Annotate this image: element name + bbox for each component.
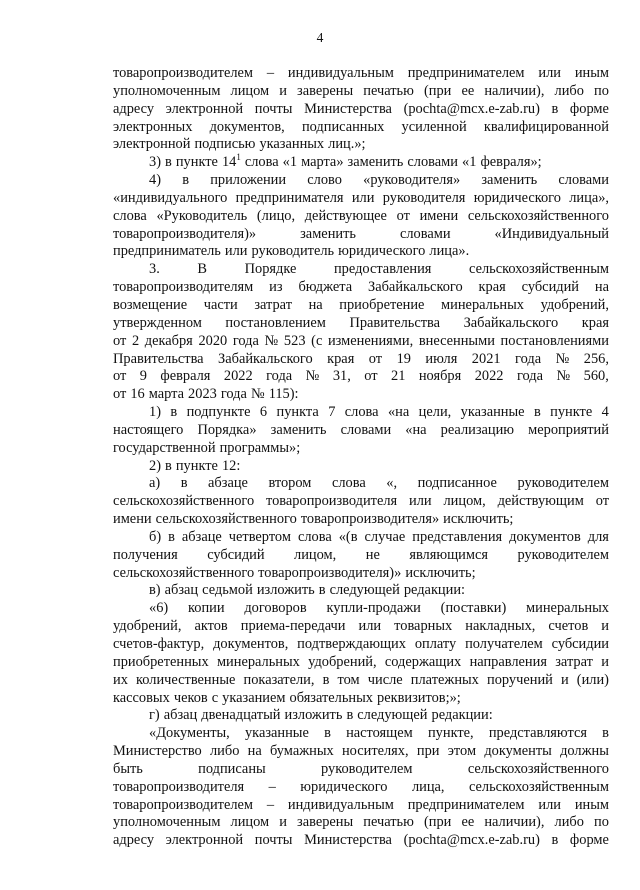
text-line: уполномоченным лицом и заверены печатью (при ее наличии), либо по — [113, 82, 609, 99]
text-line: а) в абзаце втором слова «, подписанное руководителем — [149, 475, 609, 492]
text-line: Министерство либо на бумажных носителях, при этом документы должны — [113, 743, 609, 760]
text-line: адресу электронной почты Министерства (pochta@mcx.e-zab.ru) в форме — [113, 832, 609, 849]
text-line: товаропроизводителям из бюджета Забайкальского края субсидий на — [113, 279, 609, 296]
text-line: имени сельскохозяйственного товаропроизводителя» исключить; — [113, 511, 514, 528]
text-line: от 9 февраля 2022 года № 31, от 21 ноября 2022 года № 560, — [113, 368, 609, 385]
text-line: от 2 декабря 2020 года № 523 (с изменениями, внесенными постановлениями — [113, 332, 609, 349]
text-line: сельскохозяйственного товаропроизводителя)» исключить; — [113, 564, 476, 581]
text-line: 1) в подпункте 6 пункта 7 слова «на цели, указанные в пункте 4 — [149, 404, 609, 421]
text-line: 4) в приложении слово «руководителя» заменить словами — [149, 172, 609, 189]
text-line: «Документы, указанные в настоящем пункте, представляются в — [149, 725, 609, 742]
text-line: «6) копии договоров купли-продажи (поставки) минеральных — [149, 600, 609, 617]
page-number: 4 — [316, 30, 324, 45]
text-line: 2) в пункте 12: — [149, 457, 241, 474]
text-line: уполномоченным лицом и заверены печатью (при ее наличии), либо по — [113, 814, 609, 831]
text-line: слова «Руководитель (лицо, действующее от имени сельскохозяйственного — [113, 207, 609, 224]
text-line: получения субсидий лицом, не являющимся руководителем — [113, 546, 609, 563]
text-line: кассовых чеков с указанием обязательных реквизитов;»; — [113, 689, 461, 706]
text-line: в) абзац седьмой изложить в следующей редакции: — [149, 582, 466, 599]
text-line: товаропроизводителя)» заменить словами «Индивидуальный — [113, 225, 609, 242]
text-line: возмещение части затрат на приобретение минеральных удобрений, — [113, 296, 609, 313]
text-line: удобрений, актов приема-передачи или товарных накладных, счетов и — [113, 618, 609, 635]
text-line: электронной подписью указанных лиц.»; — [113, 136, 366, 153]
text-line: электронных документов, подписанных усиленной квалифицированной — [113, 118, 609, 135]
text-line: от 16 марта 2023 года № 115): — [113, 386, 299, 403]
text-line: 3) в пункте $14^1$ слова «1 марта» заменить словами «1 февраля»; — [149, 152, 542, 171]
text-line: г) абзац двенадцатый изложить в следующей редакции: — [149, 707, 493, 724]
text-line: настоящего Порядка» заменить словами «на реализацию мероприятий — [113, 421, 609, 438]
text-line: «индивидуального предпринимателя или руководителя юридического лица», — [113, 189, 609, 206]
text-line: сельскохозяйственного товаропроизводителя или лицом, действующим от — [113, 493, 609, 510]
text-line: утвержденном постановлением Правительства Забайкальского края — [113, 314, 609, 331]
text-line: быть подписаны руководителем сельскохозяйственного — [113, 760, 609, 777]
text-line: товаропроизводителем – индивидуальным предпринимателем или иным — [113, 796, 609, 813]
text-line: их количественные показатели, в том числе платежных поручений и (или) — [113, 671, 609, 688]
document-body — [113, 65, 609, 850]
text-line: государственной программы»; — [113, 439, 301, 456]
text-line: б) в абзаце четвертом слова «(в случае представления документов для — [149, 528, 609, 545]
text-line: адресу электронной почты Министерства (pochta@mcx.e-zab.ru) в форме — [113, 100, 609, 117]
text-line: приобретенных минеральных удобрений, содержащих направления затрат и — [113, 653, 609, 670]
text-line: 3. В Порядке предоставления сельскохозяйственным — [149, 261, 609, 278]
text-line: предприниматель или руководитель юридического лица». — [113, 243, 470, 260]
text-line: товаропроизводителя – юридического лица, сельскохозяйственным — [113, 778, 609, 795]
text-line: счетов-фактур, документов, подтверждающих оплату получателем субсидии — [113, 636, 609, 652]
text-line: Правительства Забайкальского края от 19 июля 2021 года № 256, — [113, 350, 609, 367]
text-line: товаропроизводителем – индивидуальным предпринимателем или иным — [113, 65, 609, 81]
